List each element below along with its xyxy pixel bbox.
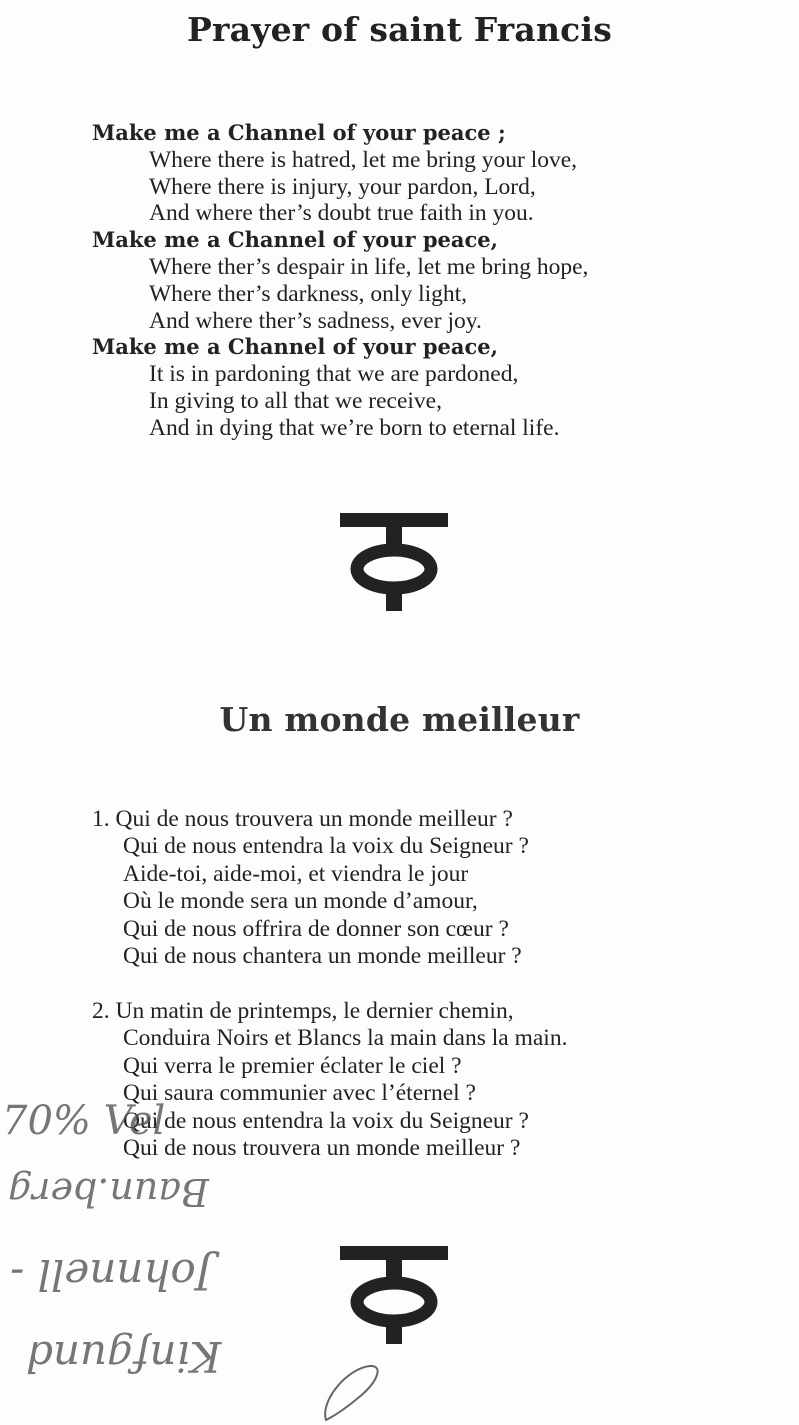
prayer-verse-line: And in dying that we’re born to eternal life. [149,414,560,441]
song-line: Conduira Noirs et Blancs la main dans la main. [123,1025,568,1052]
tau-emblem-icon [340,513,448,611]
prayer-refrain-line: Make me a Channel of your peace ; [92,120,506,145]
prayer-verse-line: Where ther’s despair in life, let me bring hope, [149,253,589,280]
prayer-title: Prayer of saint Francis [187,10,612,49]
song-title: Un monde meilleur [219,700,580,739]
song-line: Qui verra le premier éclater le ciel ? [123,1052,462,1079]
handwritten-signatures [0,1090,320,1425]
prayer-text [92,120,588,442]
song-line: 1. Qui de nous trouvera un monde meilleur ? [92,806,513,832]
song-line: Aide-toi, aide-moi, et viendra le jour [123,860,469,887]
prayer-verse-line: In giving to all that we receive, [149,387,442,414]
prayer-verse-line: Where there is injury, your pardon, Lord, [149,173,536,200]
prayer-verse-line: Where there is hatred, let me bring your love, [149,146,578,173]
prayer-verse-line: It is in pardoning that we are pardoned, [149,361,519,388]
handwriting-line: Kinfgund [26,1332,222,1381]
song-stanza-1 [92,806,529,970]
handwriting-line: Johnnell - [10,1250,213,1299]
prayer-verse-line: Where ther’s darkness, only light, [149,280,468,307]
tau-emblem-bottom-icon [340,1246,448,1344]
prayer-verse-line: And where ther’s doubt true faith in you. [149,200,534,227]
handwriting-line: Baun.berg [8,1170,209,1214]
song-line: Qui saura communier avec l’éternel ? [123,1080,476,1107]
song-line: Qui de nous entendra la voix du Seigneur ? [123,833,529,860]
pencil-loop-icon [318,1360,388,1425]
prayer-refrain-line: Make me a Channel of your peace, [92,227,498,253]
song-line: Où le monde sera un monde d’amour, [123,888,478,915]
song-line: Qui de nous offrira de donner son cœur ? [123,915,509,942]
prayer-refrain-line: Make me a Channel of your peace, [92,334,498,360]
song-line: Qui de nous entendra la voix du Seigneur ? [123,1107,529,1134]
handwriting-line: 70% Vel [2,1098,166,1144]
song-line: Qui de nous trouvera un monde meilleur ? [123,1135,521,1162]
song-line: Qui de nous chantera un monde meilleur ? [123,943,522,970]
song-line: 2. Un matin de printemps, le dernier chemin, [92,998,514,1024]
prayer-verse-line: And where ther’s sadness, ever joy. [149,307,482,334]
